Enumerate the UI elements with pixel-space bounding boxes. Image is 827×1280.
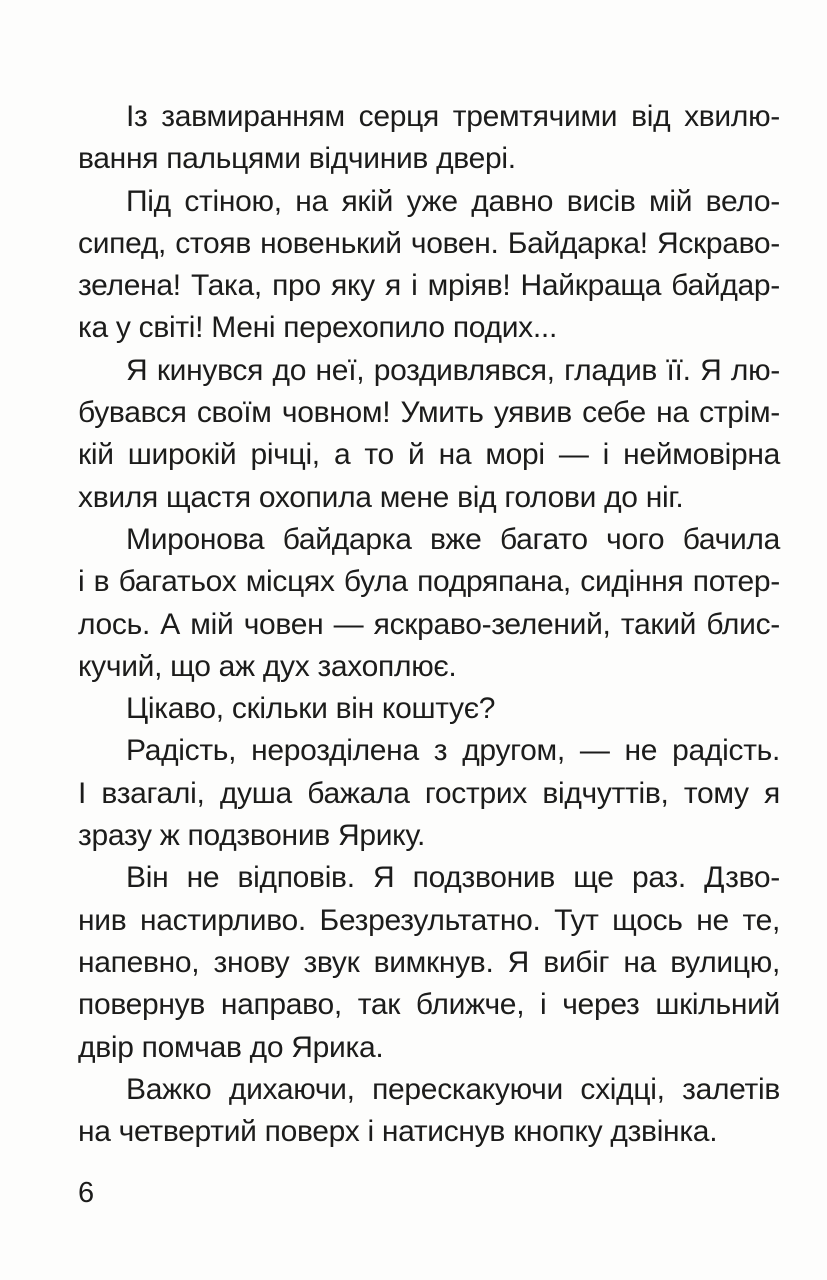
text-line: кій широкій річці, а то й на морі — і неймовірна [78, 438, 780, 472]
text-line: на четвертий поверх і натиснув кнопку дзвінка. [78, 1115, 718, 1149]
text-line: Цікаво, скільки він коштує? [126, 692, 496, 726]
text-line: Радість, нерозділена з другом, — не радість. [126, 734, 780, 768]
paragraph [78, 96, 780, 181]
text-line: лось. А мій човен — яскраво-зелений, такий блис- [78, 607, 780, 641]
paragraph [78, 181, 780, 350]
text-line: двір помчав до Ярика. [78, 1030, 384, 1064]
paragraph [78, 857, 780, 1068]
text-line: і в багатьох місцях була подряпана, сидіння потер- [78, 565, 780, 599]
text-line: Миронова байдарка вже багато чого бачила [126, 522, 780, 556]
text-line: Я кинувся до неї, роздивлявся, гладив її. Я лю- [126, 353, 780, 387]
text-line: Важко дихаючи, перескакуючи східці, залетів [126, 1072, 780, 1106]
text-line: напевно, знову звук вимкнув. Я вибіг на вулицю, [78, 945, 780, 979]
text-line: Він не відповів. Я подзвонив ще раз. Дзво- [126, 861, 780, 895]
text-line: бувався своїм човном! Умить уявив себе на стрім- [78, 396, 780, 430]
text-line: кучий, що аж дух захоплює. [78, 649, 457, 683]
paragraph [78, 730, 780, 857]
text-line: ка у світі! Мені перехопило подих... [78, 311, 557, 345]
body-text [78, 96, 780, 1153]
text-line: зелена! Така, про яку я і мріяв! Найкраща байдар- [78, 269, 780, 303]
paragraph [78, 519, 780, 688]
paragraph [78, 688, 780, 730]
paragraph [78, 1069, 780, 1154]
text-line: сипед, стояв новенький човен. Байдарка! Яскраво- [78, 226, 780, 260]
page-number: 6 [78, 1177, 95, 1209]
text-line: вання пальцями відчинив двері. [78, 142, 516, 176]
text-line: нив настирливо. Безрезультатно. Тут щось не те, [78, 903, 780, 937]
text-line: зразу ж подзвонив Ярику. [78, 819, 426, 853]
text-line: хвиля щастя охопила мене від голови до ніг. [78, 480, 684, 514]
text-line: Із завмиранням серця тремтячими від хвилю- [126, 100, 780, 133]
paragraph [78, 350, 780, 519]
text-line: Під стіною, на якій уже давно висів мій вело- [126, 184, 780, 218]
text-line: повернув направо, так ближче, і через шкільний [78, 988, 780, 1022]
text-line: І взагалі, душа бажала гострих відчуттів, тому я [78, 776, 780, 810]
